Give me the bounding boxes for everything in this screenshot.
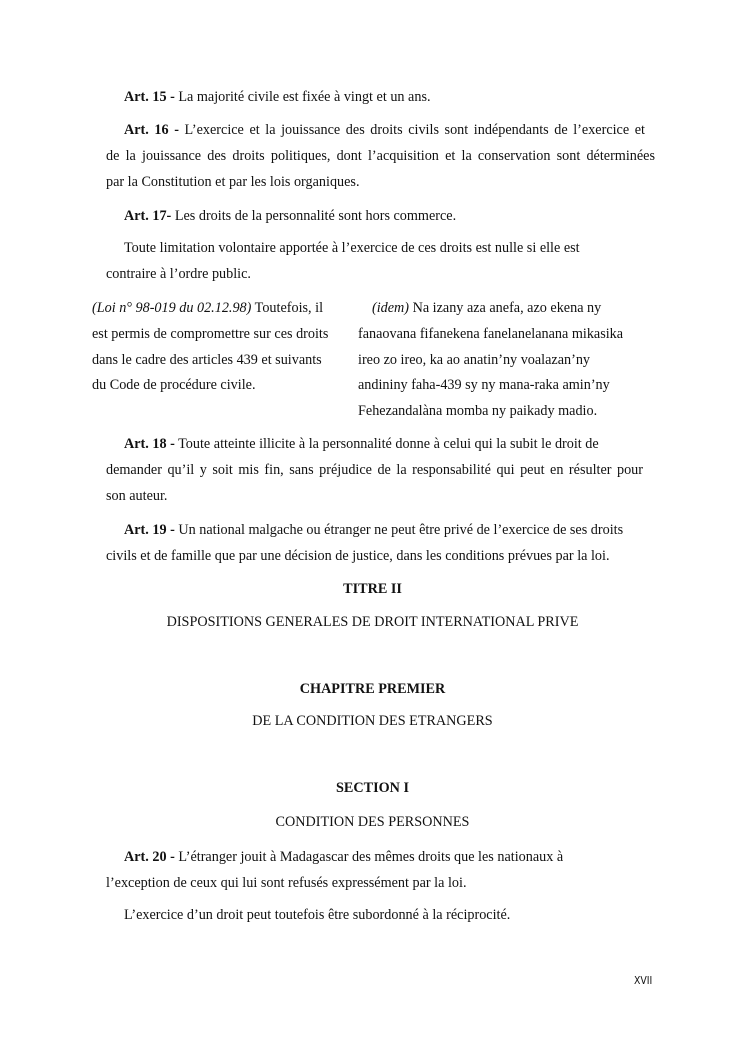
text-line: dans le cadre des articles 439 et suivants <box>92 352 322 368</box>
text-line: l’exception de ceux qui lui sont refusés expressément par la loi. <box>106 875 467 891</box>
article-label: Art. 17- <box>124 208 172 224</box>
section-heading <box>0 779 745 797</box>
text-line: Toute atteinte illicite à la personnalité donne à celui qui la subit le droit de <box>174 436 599 452</box>
article-label: Art. 19 - <box>124 522 175 538</box>
text-line: est permis de compromettre sur ces droits <box>92 326 329 342</box>
article-text: La majorité civile est fixée à vingt et un ans. <box>174 89 431 105</box>
text-line: Toutefois, il <box>251 300 324 316</box>
chapter-subtitle: DE LA CONDITION DES ETRANGERS <box>252 713 493 729</box>
text-line: L’exercice d’un droit peut toutefois être subordonné à la réciprocité. <box>124 907 511 923</box>
article-label: Art. 15 - <box>124 89 175 105</box>
heading-text: SECTION I <box>336 780 409 796</box>
heading-text: TITRE II <box>343 581 402 597</box>
article-label: Art. 16 - <box>124 122 179 138</box>
text-line: civils et de famille que par une décision de justice, dans les conditions prévues par la loi. <box>106 548 610 564</box>
text-line: de la jouissance des droits politiques, dont l’acquisition et la conservation sont déterminées <box>106 148 655 164</box>
text-line <box>92 299 323 317</box>
article-text <box>124 848 563 866</box>
text-line <box>372 299 601 317</box>
chapter-heading <box>0 680 745 698</box>
article-text <box>124 435 599 453</box>
text-line: contraire à l’ordre public. <box>106 266 251 282</box>
page-number: XVII <box>634 974 653 987</box>
text-line: Fehezandalàna momba ny paikady madio. <box>358 403 598 419</box>
text-line: L’exercice et la jouissance des droits civils sont indépendants de l’exercice et <box>178 122 645 138</box>
text-line: son auteur. <box>106 488 168 504</box>
title-subtitle: DISPOSITIONS GENERALES DE DROIT INTERNATIONAL PRIVE <box>166 614 579 630</box>
text-line: ireo zo ireo, ka ao anatin’ny voalazan’ny <box>358 352 591 368</box>
text-line: du Code de procédure civile. <box>92 377 256 393</box>
text-line: L’étranger jouit à Madagascar des mêmes droits que les nationaux à <box>174 849 564 865</box>
article-label: Art. 18 - <box>124 436 175 452</box>
text-line: Les droits de la personnalité sont hors commerce. <box>171 208 457 224</box>
article-text <box>124 521 623 539</box>
text-line: Toute limitation volontaire apportée à l’exercice de ces droits est nulle si elle est <box>124 240 580 256</box>
article-15 <box>124 88 431 106</box>
article-label: Art. 20 - <box>124 849 175 865</box>
text-line: Un national malgache ou étranger ne peut être privé de l’exercice de ses droits <box>174 522 624 538</box>
text-line: andininy faha-439 sy ny mana-raka amin’ny <box>358 377 610 393</box>
section-subtitle: CONDITION DES PERSONNES <box>275 814 470 830</box>
title-heading <box>0 580 745 598</box>
article-text <box>124 207 456 225</box>
heading-text: CHAPITRE PREMIER <box>299 681 446 697</box>
text-line: fanaovana fifanekena fanelanelanana mikasika <box>358 326 624 342</box>
text-line: par la Constitution et par les lois organiques. <box>106 174 360 190</box>
article-text <box>124 121 645 139</box>
law-reference: (idem) <box>372 300 410 316</box>
law-reference: (Loi n° 98-019 du 02.12.98) <box>92 300 252 316</box>
text-line: Na izany aza anefa, azo ekena ny <box>409 300 602 316</box>
text-line: demander qu’il y soit mis fin, sans préjudice de la responsabilité qui peut en résulter pour <box>106 462 643 478</box>
